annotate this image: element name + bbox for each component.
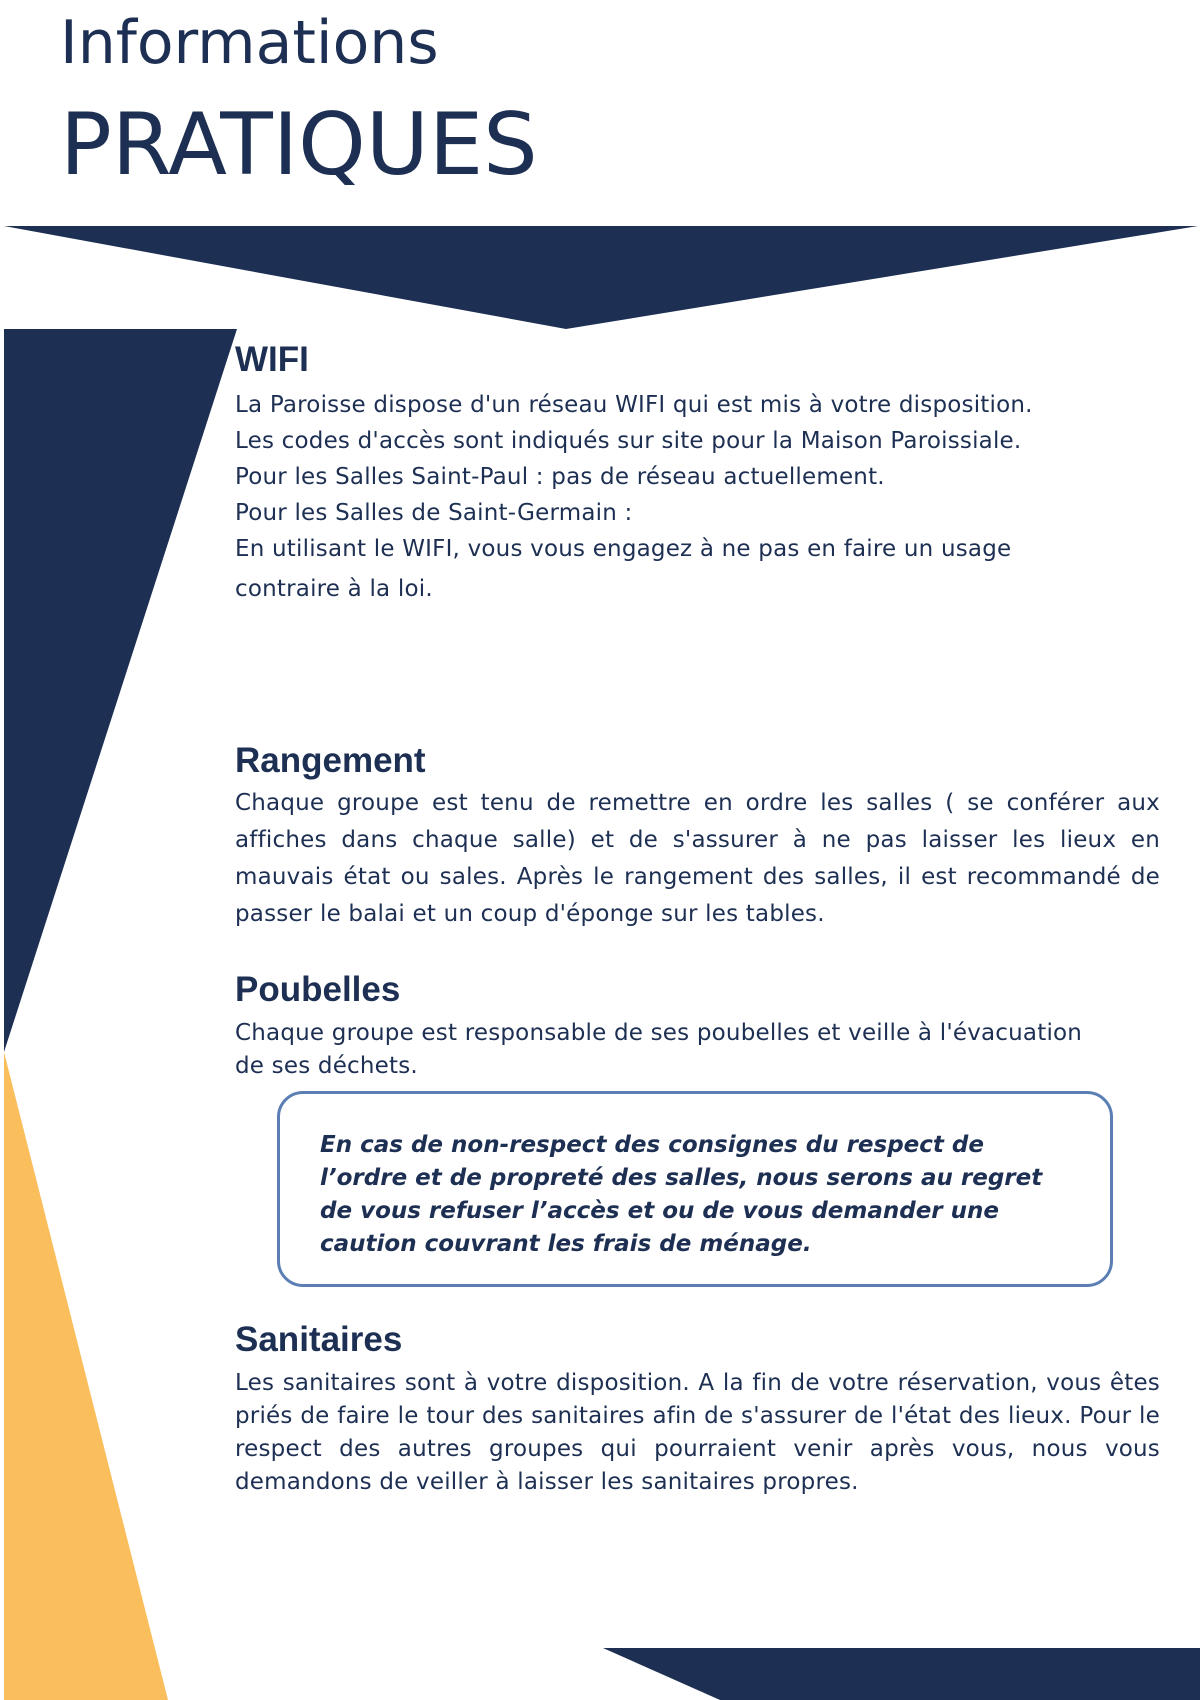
section-heading-poubelles: Poubelles [235, 970, 401, 1009]
left-navy-wedge [4, 329, 237, 1052]
top-navy-chevron [4, 226, 1198, 329]
page-title-line1: Informations [60, 8, 439, 78]
wifi-line-2: Les codes d'accès sont indiqués sur site pour la Maison Paroissiale. [235, 428, 1022, 454]
section-heading-rangement: Rangement [235, 741, 426, 780]
wifi-text [235, 387, 1115, 607]
section-heading-sanitaires: Sanitaires [235, 1320, 403, 1359]
left-gold-wedge [4, 1052, 168, 1700]
sanitaires-text: Les sanitaires sont à votre disposition. A la fin de votre réservation, vous êtes priés de faire le tour des sanitaires afin de s'assurer de l'état des lieux. Pour le respect des autres groupes qui pourraient venir après vous, nous vous demandons de veiller à laisser les sanitaires propres. [235, 1370, 1160, 1495]
wifi-line-3: Pour les Salles Saint-Paul : pas de réseau actuellement. [235, 464, 885, 490]
page-title-line2: PRATIQUES [60, 95, 538, 195]
wifi-line-5: En utilisant le WIFI, vous vous engagez à ne pas en faire un usage [235, 536, 1012, 562]
wifi-line-4: Pour les Salles de Saint-Germain : [235, 500, 633, 526]
wifi-line-1: La Paroisse dispose d'un réseau WIFI qui est mis à votre disposition. [235, 392, 1033, 418]
notice-box [277, 1091, 1113, 1287]
bottom-navy-corner [603, 1648, 1200, 1700]
poubelles-text: Chaque groupe est responsable de ses poubelles et veille à l'évacuation de ses déchets. [235, 1020, 1083, 1079]
section-heading-wifi: WIFI [235, 340, 309, 379]
notice-text: En cas de non-respect des consignes du respect de l’ordre et de propreté des salles, nous serons au regret de vous refuser l’accès et ou de vous demander une caution couvrant les frais de ménage. [320, 1132, 1043, 1257]
rangement-text: Chaque groupe est tenu de remettre en ordre les salles ( se conférer aux affiches dans chaque salle) et de s'assurer à ne pas laisser les lieux en mauvais état ou sales. Après le rangement des salles, il est recommandé de passer le balai et un coup d'éponge sur les tables. [235, 790, 1160, 927]
wifi-line-6: contraire à la loi. [235, 576, 433, 602]
